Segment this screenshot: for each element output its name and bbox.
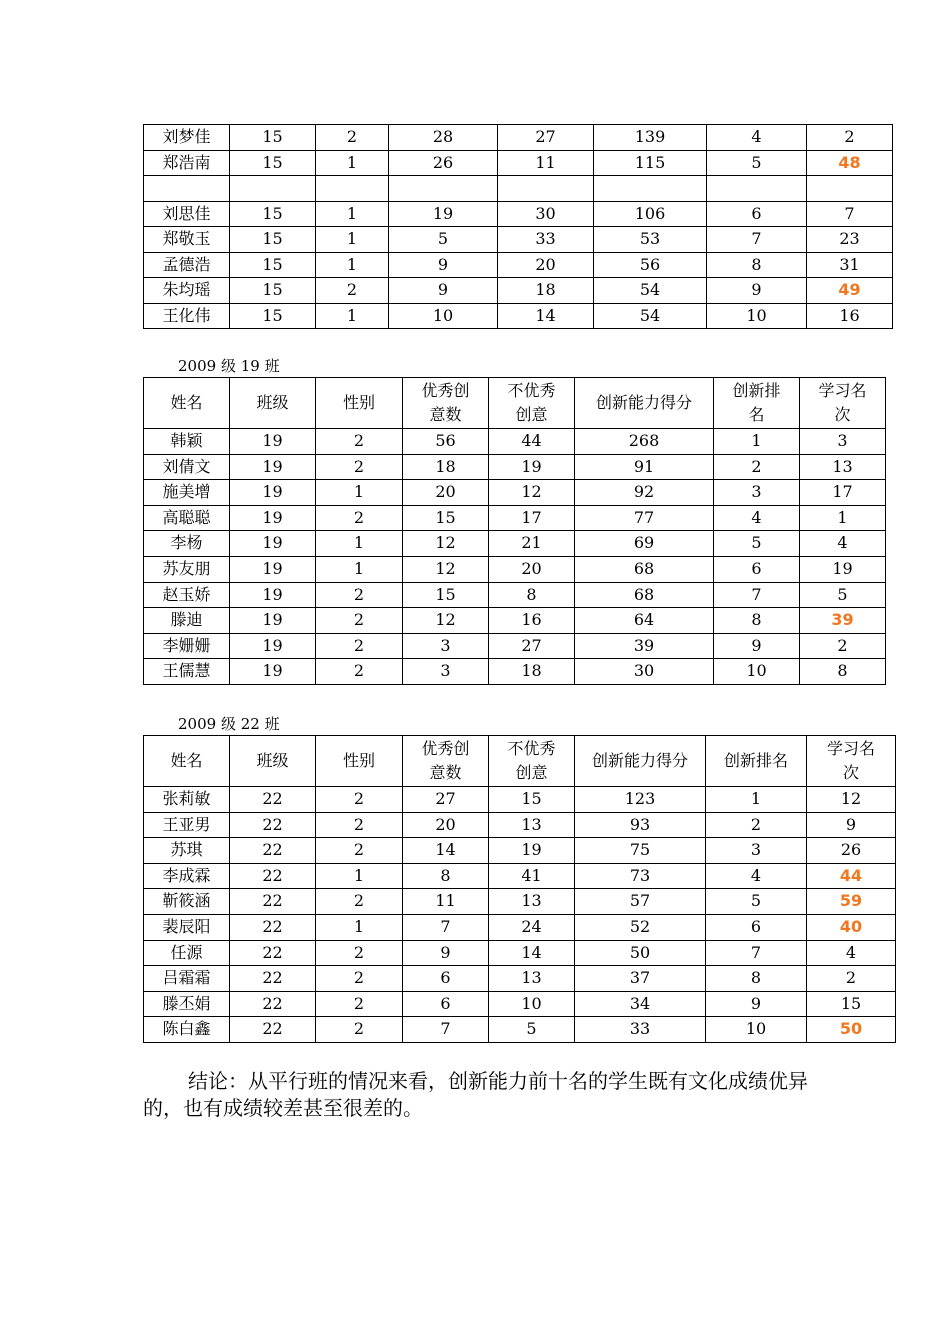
cell-innovation-rank: 6: [714, 556, 800, 582]
cell-name: 李成霖: [144, 863, 230, 889]
class15-table-continued: [143, 124, 893, 329]
cell-not-excellent-ideas: 30: [498, 201, 594, 227]
cell-innovation-score: 57: [575, 889, 706, 915]
cell-name: 刘梦佳: [144, 125, 230, 151]
cell-excellent-ideas: 12: [403, 556, 489, 582]
cell-innovation-score: 37: [575, 966, 706, 992]
cell-gender: 1: [316, 556, 403, 582]
cell-innovation-score: 73: [575, 863, 706, 889]
cell-study-rank: 44: [807, 863, 896, 889]
header-row: [144, 736, 896, 787]
cell-excellent-ideas: 3: [403, 659, 489, 685]
cell-class: 19: [230, 556, 316, 582]
cell-innovation-score: 139: [594, 125, 707, 151]
cell-innovation-score: 69: [575, 531, 714, 557]
table-row: [144, 659, 886, 685]
cell-innovation-score: 56: [594, 252, 707, 278]
cell-study-rank: 59: [807, 889, 896, 915]
cell-name: 王化伟: [144, 303, 230, 329]
cell-name: 王亚男: [144, 812, 230, 838]
cell-study-rank: 16: [807, 303, 893, 329]
cell-gender: 2: [316, 991, 403, 1017]
cell-innovation-rank: 7: [707, 227, 807, 253]
cell-not-excellent-ideas: 13: [489, 966, 575, 992]
cell-not-excellent-ideas: 19: [489, 838, 575, 864]
cell-excellent-ideas: 27: [403, 787, 489, 813]
cell-name: 施美增: [144, 480, 230, 506]
cell-study-rank: 5: [800, 582, 886, 608]
cell-name: 朱均瑶: [144, 278, 230, 304]
header-row: [144, 378, 886, 429]
class19-caption: 2009 级 19 班: [178, 357, 280, 375]
cell-class: 15: [230, 150, 316, 176]
cell-innovation-score: 54: [594, 303, 707, 329]
cell-innovation-rank: 1: [706, 787, 807, 813]
cell-name: 郑浩南: [144, 150, 230, 176]
cell-excellent-ideas: 7: [403, 914, 489, 940]
cell-class: 22: [230, 914, 316, 940]
table-row: [144, 608, 886, 634]
cell-excellent-ideas: 11: [403, 889, 489, 915]
cell-name: 刘思佳: [144, 201, 230, 227]
cell-class: 19: [230, 480, 316, 506]
cell-innovation-rank: 2: [714, 454, 800, 480]
table-row: [144, 556, 886, 582]
cell-gender: 1: [316, 252, 389, 278]
cell-gender: 1: [316, 863, 403, 889]
cell-excellent-ideas: 5: [389, 227, 498, 253]
table-row: [144, 252, 893, 278]
cell-not-excellent-ideas: 18: [498, 278, 594, 304]
cell-not-excellent-ideas: 8: [489, 582, 575, 608]
table-row: [144, 812, 896, 838]
table-row: [144, 125, 893, 151]
cell-gender: 2: [316, 505, 403, 531]
cell-name: 任源: [144, 940, 230, 966]
cell-study-rank: 26: [807, 838, 896, 864]
cell-class: 22: [230, 940, 316, 966]
cell-excellent-ideas: 7: [403, 1017, 489, 1043]
cell-study-rank: 7: [807, 201, 893, 227]
cell-name: 韩颖: [144, 429, 230, 455]
cell-gender: 2: [316, 889, 403, 915]
cell-innovation-score: 52: [575, 914, 706, 940]
cell-innovation-score: 39: [575, 633, 714, 659]
table-body: [144, 125, 893, 329]
header-excellent-ideas: 优秀创 意数: [403, 736, 489, 787]
cell-innovation-rank: 5: [707, 150, 807, 176]
cell-study-rank: 4: [807, 940, 896, 966]
table-row: [144, 1017, 896, 1043]
cell-gender: 2: [316, 278, 389, 304]
class19-table: [143, 377, 886, 685]
table-row: [144, 633, 886, 659]
cell-class: 19: [230, 505, 316, 531]
cell-study-rank: 1: [800, 505, 886, 531]
cell-innovation-score: 91: [575, 454, 714, 480]
cell-excellent-ideas: 12: [403, 531, 489, 557]
class22-caption: 2009 级 22 班: [178, 715, 280, 733]
cell-not-excellent-ideas: 20: [498, 252, 594, 278]
cell-not-excellent-ideas: 14: [498, 303, 594, 329]
cell-innovation-rank: 3: [714, 480, 800, 506]
cell-excellent-ideas: 28: [389, 125, 498, 151]
cell-class: 15: [230, 252, 316, 278]
cell-innovation-score: 115: [594, 150, 707, 176]
table-row: [144, 940, 896, 966]
cell-gender: 2: [316, 582, 403, 608]
cell-study-rank: 2: [807, 966, 896, 992]
table-row: [144, 480, 886, 506]
cell-gender: 2: [316, 812, 403, 838]
cell-not-excellent-ideas: 21: [489, 531, 575, 557]
cell-innovation-score: 34: [575, 991, 706, 1017]
cell-innovation-rank: [707, 176, 807, 202]
table-row: [144, 150, 893, 176]
header-class: 班级: [230, 378, 316, 429]
cell-excellent-ideas: [389, 176, 498, 202]
cell-study-rank: 48: [807, 150, 893, 176]
cell-innovation-score: 30: [575, 659, 714, 685]
cell-name: 滕迪: [144, 608, 230, 634]
cell-name: 李姗姗: [144, 633, 230, 659]
cell-gender: 2: [316, 1017, 403, 1043]
cell-not-excellent-ideas: 5: [489, 1017, 575, 1043]
cell-not-excellent-ideas: 15: [489, 787, 575, 813]
cell-name: 郑敬玉: [144, 227, 230, 253]
table-row: [144, 991, 896, 1017]
cell-study-rank: 2: [807, 125, 893, 151]
cell-class: 22: [230, 1017, 316, 1043]
cell-excellent-ideas: 8: [403, 863, 489, 889]
cell-not-excellent-ideas: 10: [489, 991, 575, 1017]
cell-not-excellent-ideas: [498, 176, 594, 202]
cell-innovation-score: 93: [575, 812, 706, 838]
cell-innovation-rank: 5: [714, 531, 800, 557]
cell-not-excellent-ideas: 13: [489, 889, 575, 915]
cell-gender: 1: [316, 303, 389, 329]
cell-study-rank: 4: [800, 531, 886, 557]
cell-excellent-ideas: 20: [403, 812, 489, 838]
table-row: [144, 454, 886, 480]
cell-excellent-ideas: 15: [403, 505, 489, 531]
header-name: 姓名: [144, 736, 230, 787]
cell-excellent-ideas: 20: [403, 480, 489, 506]
cell-not-excellent-ideas: 11: [498, 150, 594, 176]
cell-not-excellent-ideas: 16: [489, 608, 575, 634]
cell-gender: 2: [316, 608, 403, 634]
cell-class: 19: [230, 608, 316, 634]
cell-not-excellent-ideas: 19: [489, 454, 575, 480]
cell-gender: 1: [316, 914, 403, 940]
table-row: [144, 227, 893, 253]
cell-innovation-rank: 8: [706, 966, 807, 992]
cell-study-rank: 2: [800, 633, 886, 659]
cell-class: 19: [230, 531, 316, 557]
cell-class: 22: [230, 863, 316, 889]
cell-gender: 1: [316, 201, 389, 227]
cell-innovation-score: 64: [575, 608, 714, 634]
cell-name: 陈白鑫: [144, 1017, 230, 1043]
header-innovation-score: 创新能力得分: [575, 378, 714, 429]
header-innovation-score: 创新能力得分: [575, 736, 706, 787]
cell-innovation-score: 68: [575, 582, 714, 608]
cell-excellent-ideas: 18: [403, 454, 489, 480]
cell-not-excellent-ideas: 44: [489, 429, 575, 455]
cell-innovation-rank: 4: [714, 505, 800, 531]
cell-innovation-rank: 1: [714, 429, 800, 455]
cell-innovation-rank: 10: [706, 1017, 807, 1043]
cell-innovation-score: 77: [575, 505, 714, 531]
header-gender: 性别: [316, 736, 403, 787]
table-body: [144, 378, 886, 685]
cell-class: 22: [230, 838, 316, 864]
cell-name: 吕霜霜: [144, 966, 230, 992]
cell-study-rank: 19: [800, 556, 886, 582]
cell-name: 刘倩文: [144, 454, 230, 480]
cell-excellent-ideas: 19: [389, 201, 498, 227]
header-innovation-rank: 创新排名: [706, 736, 807, 787]
header-study-rank: 学习名 次: [800, 378, 886, 429]
cell-name: 孟德浩: [144, 252, 230, 278]
cell-name: 高聪聪: [144, 505, 230, 531]
cell-innovation-rank: 6: [706, 914, 807, 940]
cell-innovation-rank: 2: [706, 812, 807, 838]
table-body: [144, 736, 896, 1043]
table-row: [144, 914, 896, 940]
cell-innovation-score: 50: [575, 940, 706, 966]
table-row: [144, 176, 893, 202]
cell-not-excellent-ideas: 41: [489, 863, 575, 889]
cell-name: 裴辰阳: [144, 914, 230, 940]
cell-not-excellent-ideas: 14: [489, 940, 575, 966]
cell-not-excellent-ideas: 27: [498, 125, 594, 151]
cell-class: 22: [230, 966, 316, 992]
cell-gender: 1: [316, 227, 389, 253]
cell-class: 15: [230, 125, 316, 151]
cell-class: 15: [230, 303, 316, 329]
cell-name: 赵玉娇: [144, 582, 230, 608]
conclusion-paragraph: 结论：从平行班的情况来看，创新能力前十名的学生既有文化成绩优异的，也有成绩较差甚至很差的。: [143, 1069, 808, 1120]
cell-study-rank: 9: [807, 812, 896, 838]
cell-class: [230, 176, 316, 202]
cell-study-rank: 13: [800, 454, 886, 480]
header-class: 班级: [230, 736, 316, 787]
header-excellent-ideas: 优秀创 意数: [403, 378, 489, 429]
cell-innovation-rank: 5: [706, 889, 807, 915]
header-name: 姓名: [144, 378, 230, 429]
cell-innovation-rank: 10: [714, 659, 800, 685]
cell-innovation-score: 92: [575, 480, 714, 506]
cell-class: 22: [230, 787, 316, 813]
cell-study-rank: 3: [800, 429, 886, 455]
cell-innovation-rank: 4: [706, 863, 807, 889]
cell-innovation-score: 106: [594, 201, 707, 227]
cell-class: 19: [230, 633, 316, 659]
cell-excellent-ideas: 14: [403, 838, 489, 864]
cell-innovation-rank: 9: [714, 633, 800, 659]
cell-class: 15: [230, 201, 316, 227]
table-row: [144, 838, 896, 864]
cell-name: 滕丕娟: [144, 991, 230, 1017]
cell-study-rank: 8: [800, 659, 886, 685]
cell-study-rank: 39: [800, 608, 886, 634]
cell-innovation-score: 75: [575, 838, 706, 864]
cell-name: 苏友朋: [144, 556, 230, 582]
cell-not-excellent-ideas: 24: [489, 914, 575, 940]
cell-excellent-ideas: 56: [403, 429, 489, 455]
cell-not-excellent-ideas: 17: [489, 505, 575, 531]
cell-excellent-ideas: 9: [389, 278, 498, 304]
cell-study-rank: 50: [807, 1017, 896, 1043]
cell-innovation-score: 123: [575, 787, 706, 813]
table-row: [144, 303, 893, 329]
cell-innovation-rank: 8: [707, 252, 807, 278]
header-not-excellent-ideas: 不优秀 创意: [489, 736, 575, 787]
table-row: [144, 889, 896, 915]
table-row: [144, 531, 886, 557]
cell-class: 22: [230, 889, 316, 915]
cell-innovation-score: 268: [575, 429, 714, 455]
table-row: [144, 863, 896, 889]
cell-name: 苏琪: [144, 838, 230, 864]
cell-innovation-score: 33: [575, 1017, 706, 1043]
header-not-excellent-ideas: 不优秀 创意: [489, 378, 575, 429]
header-study-rank: 学习名 次: [807, 736, 896, 787]
cell-innovation-score: 68: [575, 556, 714, 582]
cell-gender: 2: [316, 940, 403, 966]
cell-class: 22: [230, 991, 316, 1017]
header-innovation-rank: 创新排 名: [714, 378, 800, 429]
cell-innovation-rank: 4: [707, 125, 807, 151]
cell-innovation-rank: 7: [706, 940, 807, 966]
cell-study-rank: 17: [800, 480, 886, 506]
cell-study-rank: 31: [807, 252, 893, 278]
cell-study-rank: 23: [807, 227, 893, 253]
cell-gender: 2: [316, 659, 403, 685]
cell-name: 张莉敏: [144, 787, 230, 813]
cell-excellent-ideas: 9: [403, 940, 489, 966]
cell-not-excellent-ideas: 12: [489, 480, 575, 506]
table-row: [144, 582, 886, 608]
cell-gender: 2: [316, 633, 403, 659]
cell-study-rank: 40: [807, 914, 896, 940]
class22-table: [143, 735, 896, 1043]
table-row: [144, 787, 896, 813]
cell-innovation-score: 54: [594, 278, 707, 304]
cell-innovation-rank: 9: [707, 278, 807, 304]
cell-name: 李杨: [144, 531, 230, 557]
cell-innovation-rank: 6: [707, 201, 807, 227]
cell-gender: 2: [316, 966, 403, 992]
cell-study-rank: 15: [807, 991, 896, 1017]
cell-excellent-ideas: 26: [389, 150, 498, 176]
cell-class: 19: [230, 429, 316, 455]
cell-excellent-ideas: 12: [403, 608, 489, 634]
cell-gender: 1: [316, 531, 403, 557]
cell-not-excellent-ideas: 13: [489, 812, 575, 838]
cell-excellent-ideas: 9: [389, 252, 498, 278]
cell-excellent-ideas: 6: [403, 991, 489, 1017]
cell-not-excellent-ideas: 33: [498, 227, 594, 253]
cell-innovation-rank: 10: [707, 303, 807, 329]
cell-innovation-rank: 9: [706, 991, 807, 1017]
cell-excellent-ideas: 6: [403, 966, 489, 992]
cell-class: 15: [230, 227, 316, 253]
cell-excellent-ideas: 10: [389, 303, 498, 329]
cell-class: 22: [230, 812, 316, 838]
cell-name: 王儒慧: [144, 659, 230, 685]
cell-innovation-rank: 7: [714, 582, 800, 608]
cell-gender: 2: [316, 787, 403, 813]
header-gender: 性别: [316, 378, 403, 429]
cell-gender: 1: [316, 150, 389, 176]
cell-gender: 2: [316, 454, 403, 480]
table-row: [144, 966, 896, 992]
table-row: [144, 429, 886, 455]
table-row: [144, 201, 893, 227]
cell-innovation-rank: 3: [706, 838, 807, 864]
cell-gender: 2: [316, 125, 389, 151]
cell-study-rank: [807, 176, 893, 202]
cell-class: 19: [230, 582, 316, 608]
cell-excellent-ideas: 3: [403, 633, 489, 659]
cell-gender: 2: [316, 429, 403, 455]
cell-gender: [316, 176, 389, 202]
cell-study-rank: 12: [807, 787, 896, 813]
cell-class: 15: [230, 278, 316, 304]
cell-innovation-rank: 8: [714, 608, 800, 634]
cell-excellent-ideas: 15: [403, 582, 489, 608]
cell-gender: 1: [316, 480, 403, 506]
cell-name: [144, 176, 230, 202]
table-row: [144, 278, 893, 304]
cell-innovation-score: 53: [594, 227, 707, 253]
cell-class: 19: [230, 659, 316, 685]
cell-study-rank: 49: [807, 278, 893, 304]
cell-not-excellent-ideas: 20: [489, 556, 575, 582]
cell-class: 19: [230, 454, 316, 480]
cell-not-excellent-ideas: 27: [489, 633, 575, 659]
cell-gender: 2: [316, 838, 403, 864]
cell-name: 靳筱涵: [144, 889, 230, 915]
cell-innovation-score: [594, 176, 707, 202]
table-row: [144, 505, 886, 531]
cell-not-excellent-ideas: 18: [489, 659, 575, 685]
